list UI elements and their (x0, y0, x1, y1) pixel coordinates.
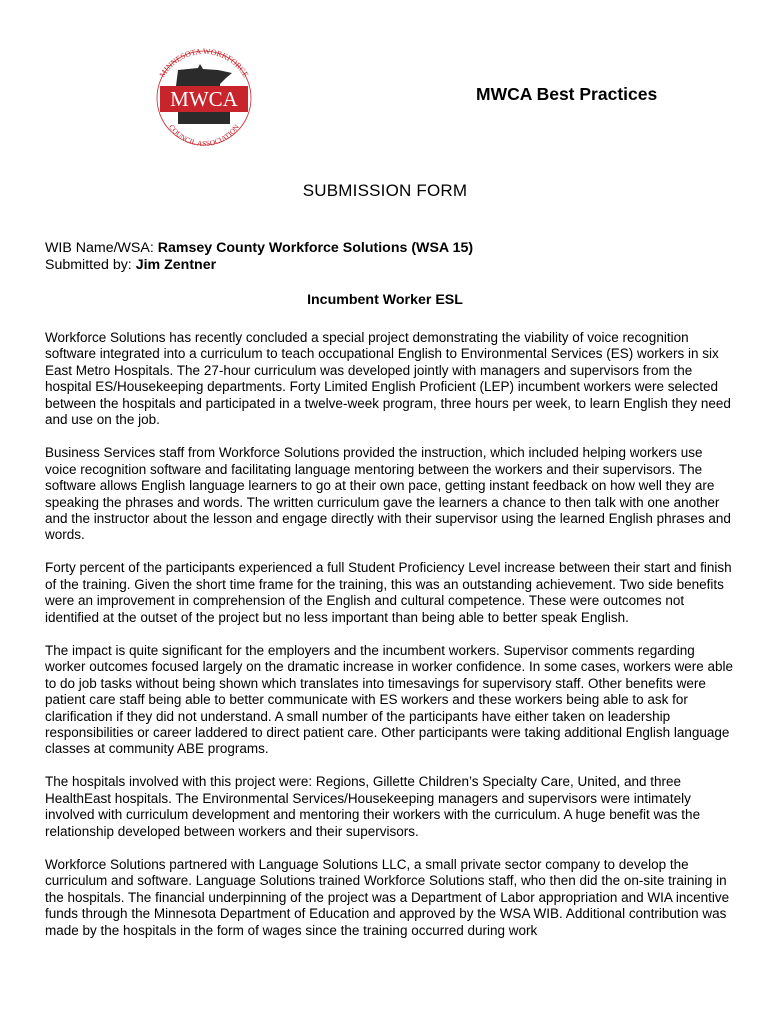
paragraph: Business Services staff from Workforce Solutions provided the instruction, which included helping workers use voice recognition software and facilitating language mentoring between the workers and their supervisors. The software allows English language learners to go at their own pace, getting instant feedback on how well they are speaking the phrases and words. The written curriculum gave the learners a chance to then talk with one another and the instructor about the lesson and engage directly with their supervisor using the learned English phrases and words. (45, 445, 731, 543)
paragraph: Forty percent of the participants experienced a full Student Proficiency Level increase between their start and finish of the training. Given the short time frame for the training, this was an outstanding achievement. Two side benefits were an improvement in comprehension of the English and cultural competence. These were outcomes not identified at the outset of the project but no less important than being able to better speak English. (45, 560, 732, 625)
mwca-logo (148, 40, 260, 154)
submission-meta (45, 240, 473, 274)
wib-line (45, 240, 473, 257)
wib-value: Ramsey County Workforce Solutions (WSA 15) (157, 240, 474, 256)
best-practices-heading: MWCA Best Practices (476, 84, 658, 104)
form-title: SUBMISSION FORM (302, 181, 468, 200)
paragraph: Workforce Solutions has recently concluded a special project demonstrating the viability of voice recognition software integrated into a curriculum to teach occupational English to Environmental Services (ES) workers in six East Metro Hospitals. The 27-hour curriculum was developed jointly with managers and supervisors from the hospital ES/Housekeeping departments. Forty Limited English Proficient (LEP) incumbent workers were selected between the hospitals and participated in a twelve-week program, three hours per week, to learn English they need and use on the job. (45, 330, 731, 428)
submitted-line (45, 257, 473, 274)
paragraph: The impact is quite significant for the employers and the incumbent workers. Supervisor comments regarding worker outcomes focused largely on the dramatic increase in worker confidence. In some cases, workers were able to do job tasks without being shown which translates into timesavings for supervisory staff. Other benefits were patient care staff being able to better communicate with ES workers and these workers being able to ask for clarification if they did not understand. A small number of the participants have either taken on leadership responsibilities or career laddered to direct patient care. Other participants were taking additional English language classes at community ABE programs. (45, 642, 734, 757)
project-subtitle: Incumbent Worker ESL (307, 292, 463, 308)
logo-abbrev: MWCA (170, 87, 238, 111)
paragraph: The hospitals involved with this project were: Regions, Gillette Children’s Specialty Care, United, and three HealthEast hospitals. The Environmental Services/Housekeeping managers and supervisors were intimately involved with curriculum development and mentoring their workers with the curriculum. A huge benefit was the relationship developed between workers and their supervisors. (45, 774, 701, 839)
logo-arc-top: MINNESOTA WORKFORCE (157, 46, 251, 79)
mwca-logo-graphic (148, 40, 260, 154)
logo-arc-bottom: COUNCIL ASSOCIATION (166, 122, 242, 149)
submitted-label: Submitted by: (45, 257, 132, 273)
wib-label: WIB Name/WSA: (45, 240, 154, 256)
submitted-value: Jim Zentner (135, 257, 217, 273)
paragraph: Workforce Solutions partnered with Language Solutions LLC, a small private sector company to develop the curriculum and software. Language Solutions trained Workforce Solutions staff, who then did the on-site training in the hospitals. The financial underpinning of the project was a Department of Labor appropriation and WIA incentive funds through the Minnesota Department of Education and approved by the WSA WIB. Additional contribution was made by the hospitals in the form of wages since the training occurred during work (45, 856, 730, 938)
body-text (45, 330, 735, 956)
